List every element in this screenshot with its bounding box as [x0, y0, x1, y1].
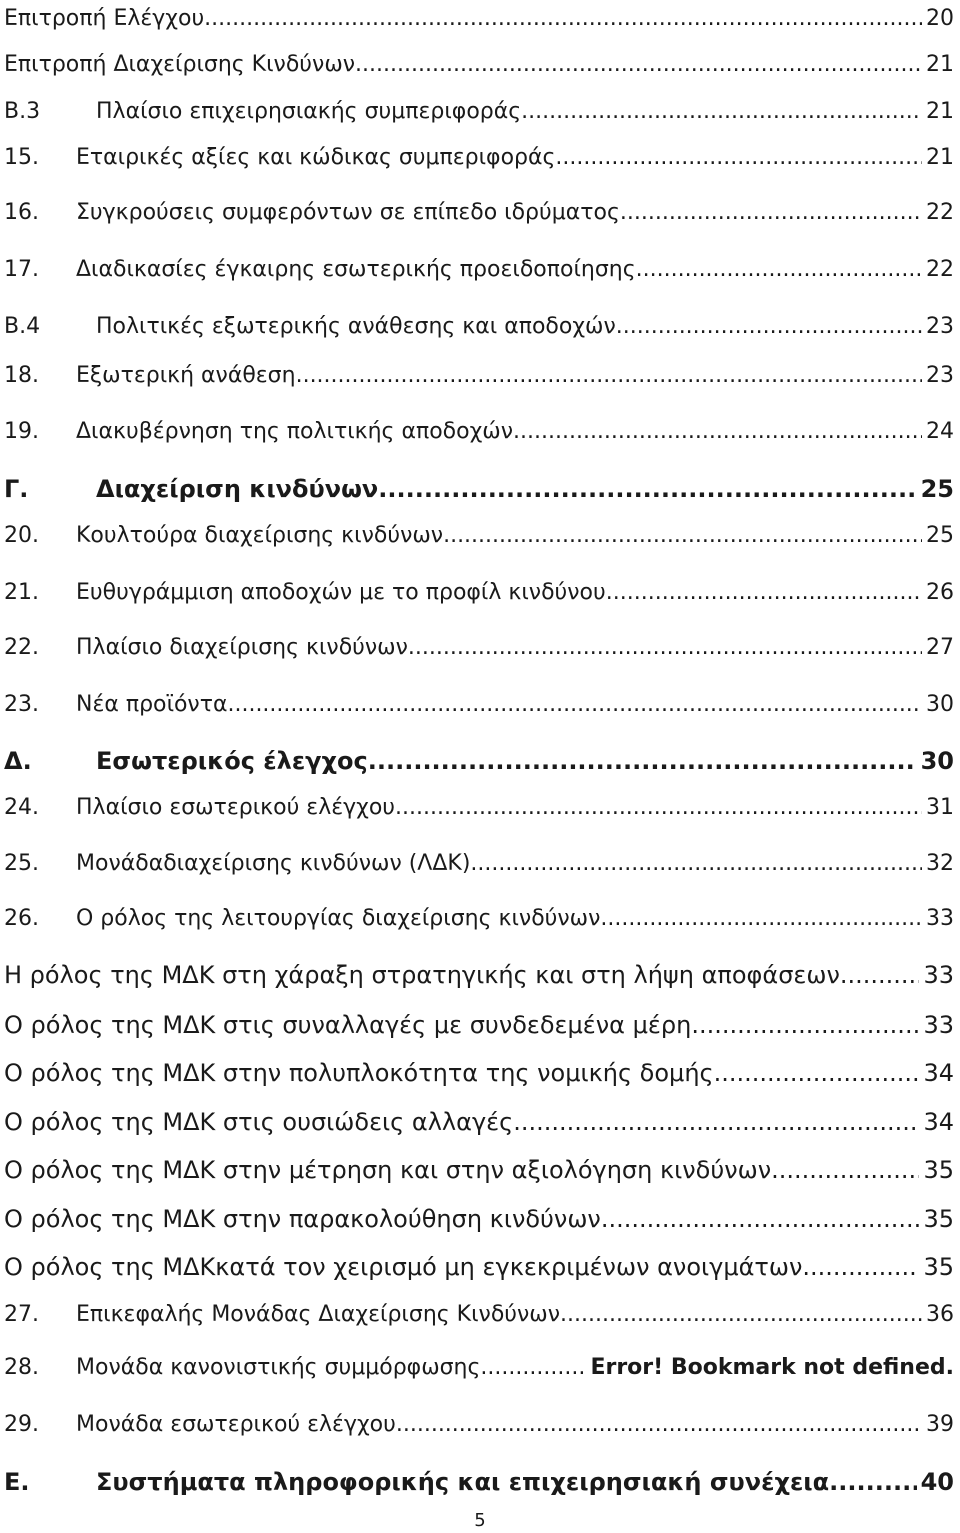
toc-dot-leader — [378, 474, 916, 504]
toc-dot-leader — [368, 746, 917, 776]
toc-dot-leader — [396, 1410, 922, 1440]
toc-entry[interactable] — [4, 255, 954, 285]
toc-entry-page: 22 — [926, 257, 954, 282]
toc-dot-leader — [606, 578, 922, 608]
toc-entry-page: 21 — [926, 145, 954, 170]
toc-entry[interactable] — [4, 578, 954, 608]
toc-entry-number: Δ. — [4, 747, 32, 775]
toc-entry-number: 29. — [4, 1412, 39, 1437]
toc-entry[interactable] — [4, 1010, 954, 1040]
toc-entry-page: 27 — [926, 635, 954, 660]
toc-entry-page: 35 — [923, 1253, 954, 1281]
toc-entry[interactable] — [4, 312, 954, 342]
toc-entry-number: 21. — [4, 580, 39, 605]
toc-entry-page: 21 — [926, 99, 954, 124]
toc-entry-title: Πολιτικές εξωτερικής ανάθεσης και αποδοχών — [96, 314, 616, 339]
toc-dot-leader — [480, 1353, 584, 1383]
toc-entry-title: Ο ρόλος της ΜΔΚ στις ουσιώδεις αλλαγές — [4, 1108, 514, 1136]
toc-entry-title: Ο ρόλος της ΜΔΚ στην παρακολούθηση κινδύνων — [4, 1205, 601, 1233]
toc-entry[interactable] — [4, 1353, 954, 1383]
toc-entry-number: 19. — [4, 419, 39, 444]
toc-entry[interactable] — [4, 690, 954, 720]
toc-entry[interactable] — [4, 1252, 954, 1282]
toc-entry-title: Συστήματα πληροφορικής και επιχειρησιακή συνέχεια — [96, 1468, 830, 1496]
toc-entry[interactable] — [4, 50, 954, 80]
toc-entry[interactable] — [4, 361, 954, 391]
toc-entry[interactable] — [4, 417, 954, 447]
toc-entry-title: Εταιρικές αξίες και κώδικας συμπεριφοράς — [76, 145, 556, 170]
toc-entry[interactable] — [4, 198, 954, 228]
toc-dot-leader — [600, 904, 922, 934]
toc-entry-title: Ο ρόλος της λειτουργίας διαχείρισης κινδύνων — [76, 906, 601, 931]
page-number: 5 — [474, 1510, 486, 1531]
toc-entry[interactable] — [4, 904, 954, 934]
toc-dot-leader — [616, 312, 922, 342]
toc-entry-number: Β.3 — [4, 99, 41, 124]
toc-entry-number: 17. — [4, 257, 39, 282]
toc-dot-leader — [636, 255, 922, 285]
toc-entry[interactable] — [4, 4, 954, 34]
toc-entry-number: 26. — [4, 906, 39, 931]
toc-entry-number: 15. — [4, 145, 39, 170]
toc-entry-title: Πλαίσιο εσωτερικού ελέγχου — [76, 795, 396, 820]
toc-entry-page: 23 — [926, 363, 954, 388]
toc-entry-number: 25. — [4, 851, 39, 876]
toc-entry-page: 32 — [926, 851, 954, 876]
toc-dot-leader — [829, 1467, 916, 1497]
toc-dot-leader — [840, 960, 920, 990]
toc-entry-title: Ο ρόλος της ΜΔΚ στις συναλλαγές με συνδεδεμένα μέρη — [4, 1011, 692, 1039]
toc-entry[interactable] — [4, 746, 954, 776]
toc-entry-title: Η ρόλος της ΜΔΚ στη χάραξη στρατηγικής και στη λήψη αποφάσεων — [4, 961, 840, 989]
toc-entry-page: 34 — [923, 1059, 954, 1087]
toc-entry-title: Πλαίσιο διαχείρισης κινδύνων — [76, 635, 408, 660]
toc-entry-page: 33 — [926, 906, 954, 931]
toc-entry-page: Error! Bookmark not defined. — [590, 1355, 954, 1380]
toc-entry-page: 40 — [920, 1468, 954, 1496]
toc-entry-title: Ο ρόλος της ΜΔΚκατά τον χειρισμό μη εγκεκριμένων ανοιγμάτων — [4, 1253, 803, 1281]
toc-dot-leader — [204, 4, 922, 34]
toc-entry[interactable] — [4, 1058, 954, 1088]
toc-entry-title: Ο ρόλος της ΜΔΚ στην πολυπλοκότητα της νομικής δομής — [4, 1059, 714, 1087]
toc-entry-page: 22 — [926, 200, 954, 225]
toc-entry-page: 35 — [923, 1205, 954, 1233]
toc-entry[interactable] — [4, 793, 954, 823]
toc-entry-page: 23 — [926, 314, 954, 339]
toc-dot-leader — [802, 1252, 919, 1282]
toc-entry-number: 23. — [4, 692, 39, 717]
toc-dot-leader — [470, 849, 922, 879]
toc-dot-leader — [560, 1300, 922, 1330]
toc-entry[interactable] — [4, 474, 954, 504]
toc-entry-title: Συγκρούσεις συμφερόντων σε επίπεδο ιδρύματος — [76, 200, 620, 225]
toc-entry[interactable] — [4, 849, 954, 879]
toc-entry-number: Ε. — [4, 1468, 30, 1496]
toc-dot-leader — [408, 633, 922, 663]
toc-entry-title: Εξωτερική ανάθεση — [76, 363, 296, 388]
toc-entry-number: 28. — [4, 1355, 39, 1380]
toc-dot-leader — [227, 690, 922, 720]
toc-entry[interactable] — [4, 633, 954, 663]
toc-entry-page: 25 — [926, 523, 954, 548]
toc-entry-page: 33 — [923, 961, 954, 989]
toc-entry-page: 35 — [923, 1156, 954, 1184]
toc-dot-leader — [355, 50, 922, 80]
toc-entry-page: 25 — [920, 475, 954, 503]
toc-entry-number: 20. — [4, 523, 39, 548]
toc-entry-page: 26 — [926, 580, 954, 605]
toc-entry-page: 30 — [926, 692, 954, 717]
toc-entry-page: 20 — [926, 6, 954, 31]
toc-entry-title: Διαδικασίες έγκαιρης εσωτερικής προειδοποίησης — [76, 257, 636, 282]
toc-entry-page: 33 — [923, 1011, 954, 1039]
toc-entry-page: 36 — [926, 1302, 954, 1327]
toc-entry-title: Μονάδα κανονιστικής συμμόρφωσης — [76, 1355, 481, 1380]
toc-dot-leader — [513, 1107, 919, 1137]
toc-entry-title: Ο ρόλος της ΜΔΚ στην μέτρηση και στην αξιολόγηση κινδύνων — [4, 1156, 772, 1184]
toc-dot-leader — [513, 417, 922, 447]
toc-dot-leader — [555, 143, 922, 173]
toc-entry-title: Κουλτούρα διαχείρισης κινδύνων — [76, 523, 444, 548]
toc-entry-title: Ευθυγράμμιση αποδοχών με το προφίλ κινδύνου — [76, 580, 606, 605]
toc-entry-number: 22. — [4, 635, 39, 660]
toc-entry-page: 34 — [923, 1108, 954, 1136]
toc-entry-number: 18. — [4, 363, 39, 388]
toc-dot-leader — [601, 1204, 920, 1234]
toc-dot-leader — [714, 1058, 920, 1088]
toc-entry-title: Επικεφαλής Μονάδας Διαχείρισης Κινδύνων — [76, 1302, 561, 1327]
toc-entry-page: 21 — [926, 52, 954, 77]
toc-entry[interactable] — [4, 1155, 954, 1185]
toc-entry[interactable] — [4, 1300, 954, 1330]
toc-dot-leader — [443, 521, 922, 551]
toc-entry-number: Γ. — [4, 475, 29, 503]
toc-entry-title: Μονάδαδιαχείρισης κινδύνων (ΛΔΚ) — [76, 851, 471, 876]
toc-entry-number: 27. — [4, 1302, 39, 1327]
toc-dot-leader — [620, 198, 922, 228]
toc-entry[interactable] — [4, 521, 954, 551]
toc-entry-title: Νέα προϊόντα — [76, 692, 228, 717]
toc-entry-page: 30 — [920, 747, 954, 775]
toc-entry-title: Μονάδα εσωτερικού ελέγχου — [76, 1412, 396, 1437]
toc-entry-page: 39 — [926, 1412, 954, 1437]
toc-entry[interactable] — [4, 1107, 954, 1137]
toc-entry[interactable] — [4, 960, 954, 990]
toc-entry-title: Πλαίσιο επιχειρησιακής συμπεριφοράς — [96, 99, 522, 124]
toc-entry[interactable] — [4, 1467, 954, 1497]
toc-entry-title: Εσωτερικός έλεγχος — [96, 747, 368, 775]
toc-dot-leader — [691, 1010, 919, 1040]
toc-entry-number: Β.4 — [4, 314, 41, 339]
toc-entry-title: Διαχείριση κινδύνων — [96, 475, 379, 503]
toc-entry[interactable] — [4, 1410, 954, 1440]
toc-entry[interactable] — [4, 97, 954, 127]
toc-entry-title: Διακυβέρνηση της πολιτικής αποδοχών — [76, 419, 514, 444]
toc-dot-leader — [395, 793, 922, 823]
toc-entry[interactable] — [4, 143, 954, 173]
toc-entry-title: Επιτροπή Ελέγχου — [4, 6, 205, 31]
toc-entry-page: 24 — [926, 419, 954, 444]
toc-dot-leader — [521, 97, 922, 127]
toc-entry-page: 31 — [926, 795, 954, 820]
toc-dot-leader — [296, 361, 922, 391]
toc-dot-leader — [771, 1155, 919, 1185]
toc-entry-title: Επιτροπή Διαχείρισης Κινδύνων — [4, 52, 356, 77]
toc-entry[interactable] — [4, 1204, 954, 1234]
toc-entry-number: 16. — [4, 200, 39, 225]
toc-entry-number: 24. — [4, 795, 39, 820]
